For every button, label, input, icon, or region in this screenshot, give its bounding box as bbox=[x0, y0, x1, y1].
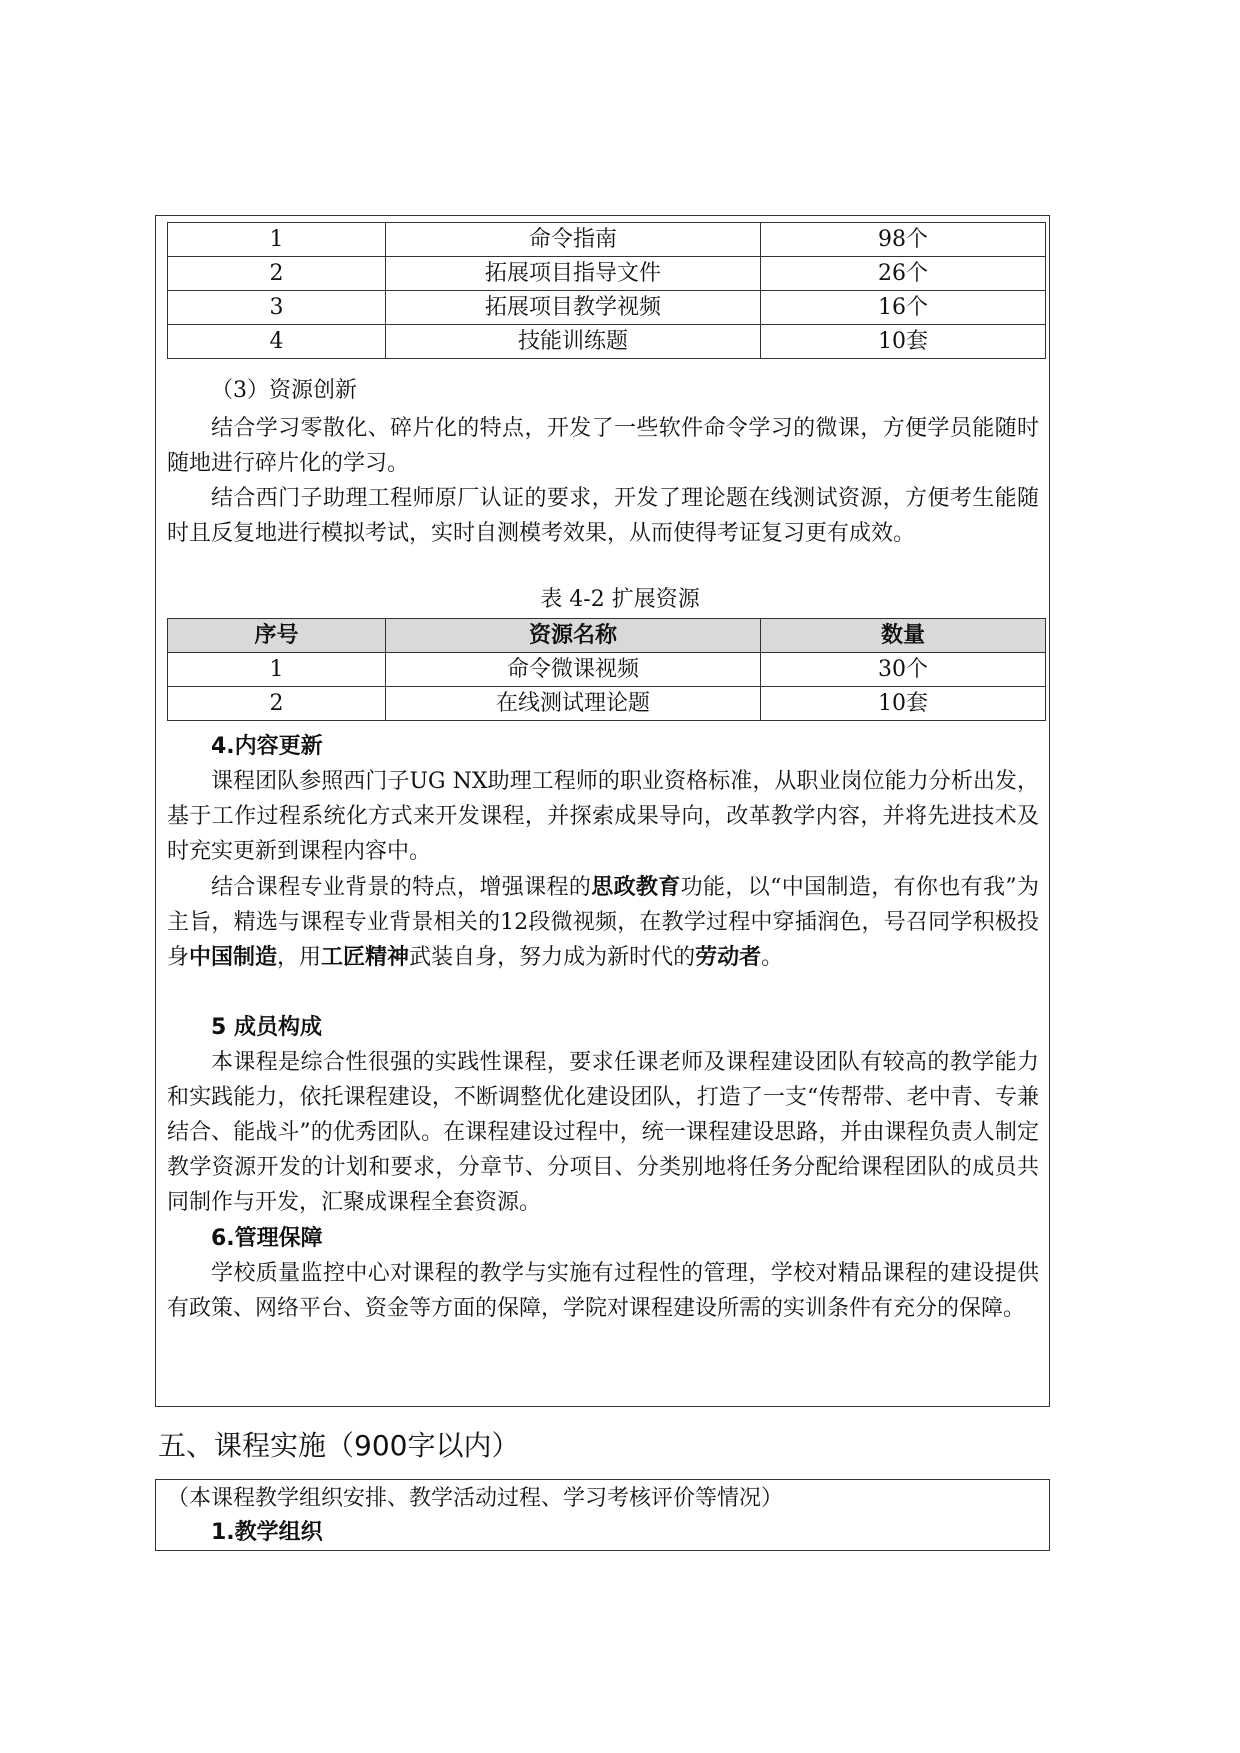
table-row bbox=[168, 687, 1046, 721]
table-row bbox=[168, 223, 1046, 257]
header-number: 序号 bbox=[168, 619, 386, 653]
section-title: 五、课程实施（900字以内） bbox=[158, 1429, 520, 1462]
resource-quantity: 10套 bbox=[761, 687, 1046, 721]
resource-name: 技能训练题 bbox=[386, 325, 761, 359]
row-number: 1 bbox=[168, 653, 386, 687]
management-heading: 6.管理保障 bbox=[211, 1226, 323, 1251]
resource-quantity: 98个 bbox=[761, 223, 1046, 257]
resource-quantity: 10套 bbox=[761, 325, 1046, 359]
resource-quantity: 30个 bbox=[761, 653, 1046, 687]
row-number: 4 bbox=[168, 325, 386, 359]
teaching-organization-heading: 1.教学组织 bbox=[211, 1520, 323, 1545]
header-name: 资源名称 bbox=[386, 619, 761, 653]
table-row bbox=[168, 325, 1046, 359]
table-caption: 表 4-2 扩展资源 bbox=[540, 587, 700, 612]
made-in-china-emphasis: 中国制造 bbox=[189, 945, 278, 970]
resource-name: 命令指南 bbox=[386, 223, 761, 257]
table-row bbox=[168, 257, 1046, 291]
row-number: 2 bbox=[168, 687, 386, 721]
resource-table-continued bbox=[167, 222, 1046, 359]
row-number: 1 bbox=[168, 223, 386, 257]
row-number: 2 bbox=[168, 257, 386, 291]
ideology-education-emphasis: 思政教育 bbox=[591, 875, 681, 900]
table-row bbox=[168, 653, 1046, 687]
workers-emphasis: 劳动者 bbox=[695, 945, 762, 970]
resource-innovation-heading: （3）资源创新 bbox=[211, 378, 357, 403]
management-para: 学校质量监控中心对课程的教学与实施有过程性的管理，学校对精品课程的建设提供有政策、网络平台、资金等方面的保障，学院对课程建设所需的实训条件有充分的保障。 bbox=[167, 1261, 1039, 1321]
header-quantity: 数量 bbox=[761, 619, 1046, 653]
resource-name: 拓展项目教学视频 bbox=[386, 291, 761, 325]
resource-name: 命令微课视频 bbox=[386, 653, 761, 687]
table-header-row bbox=[168, 619, 1046, 653]
resource-name: 拓展项目指导文件 bbox=[386, 257, 761, 291]
row-number: 3 bbox=[168, 291, 386, 325]
members-heading: 5 成员构成 bbox=[211, 1015, 322, 1040]
table-row bbox=[168, 291, 1046, 325]
content-update-para-2: 结合课程专业背景的特点，增强课程的思政教育功能，以“中国制造，有你也有我”为主旨，精选与课程专业背景相关的12段微视频，在教学过程中穿插润色，号召同学积极投身中国制造，用工匠精神武装自身，努力成为新时代的劳动者。 bbox=[167, 875, 1039, 970]
content-update-heading: 4.内容更新 bbox=[211, 734, 323, 759]
implementation-note: （本课程教学组织安排、教学活动过程、学习考核评价等情况） bbox=[167, 1486, 784, 1511]
members-para: 本课程是综合性很强的实践性课程，要求任课老师及课程建设团队有较高的教学能力和实践能力，依托课程建设，不断调整优化建设团队，打造了一支“传帮带、老中青、专兼结合、能战斗”的优秀团队。在课程建设过程中，统一课程建设思路，并由课程负责人制定教学资源开发的计划和要求，分章节、分项目、分类别地将任务分配给课程团队的成员共同制作与开发，汇聚成课程全套资源。 bbox=[167, 1050, 1040, 1215]
craftsman-spirit-emphasis: 工匠精神 bbox=[321, 945, 410, 970]
resource-innovation-para-2: 结合西门子助理工程师原厂认证的要求，开发了理论题在线测试资源，方便考生能随时且反复地进行模拟考试，实时自测模考效果，从而使得考证复习更有成效。 bbox=[167, 486, 1039, 546]
resource-name: 在线测试理论题 bbox=[386, 687, 761, 721]
resource-quantity: 16个 bbox=[761, 291, 1046, 325]
content-update-para-1: 课程团队参照西门子UG NX助理工程师的职业资格标准，从职业岗位能力分析出发，基于工作过程系统化方式来开发课程，并探索成果导向，改革教学内容，并将先进技术及时充实更新到课程内容中。 bbox=[167, 769, 1039, 864]
extended-resources-table bbox=[167, 618, 1046, 721]
resource-innovation-para-1: 结合学习零散化、碎片化的特点，开发了一些软件命令学习的微课，方便学员能随时随地进行碎片化的学习。 bbox=[167, 416, 1039, 476]
resource-quantity: 26个 bbox=[761, 257, 1046, 291]
